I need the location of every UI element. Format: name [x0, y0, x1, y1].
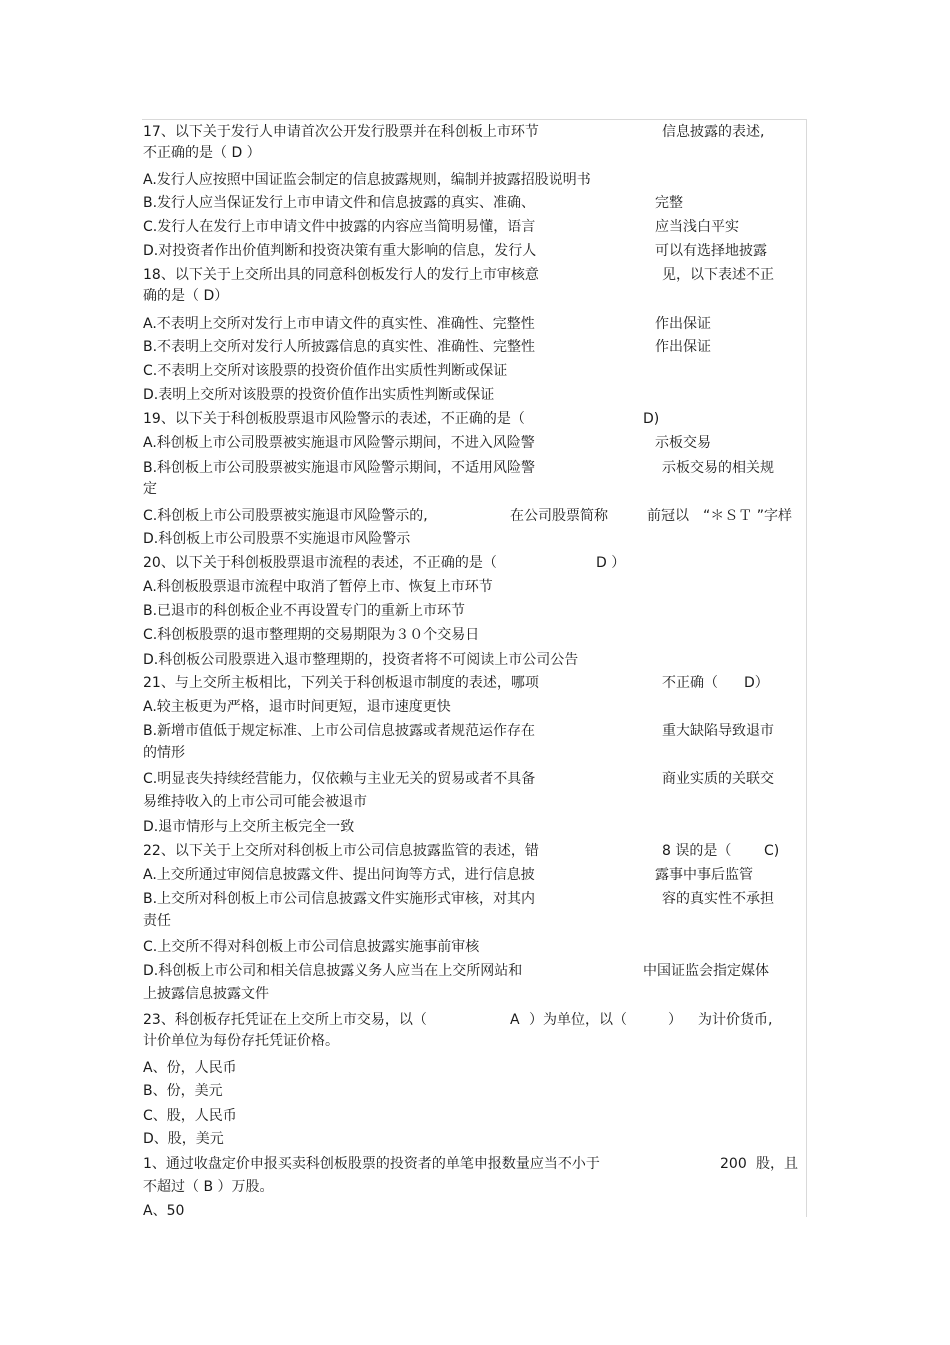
text-line: 信息披露的表述,	[662, 124, 765, 140]
text-line: ）	[668, 1012, 682, 1028]
text-line: B.已退市的科创板企业不再设置专门的重新上市环节	[143, 603, 466, 619]
text-line: C.明显丧失持续经营能力，仅依赖与主业无关的贸易或者不具备	[143, 771, 536, 787]
text-line: 17、以下关于发行人申请首次公开发行股票并在科创板上市环节	[143, 124, 539, 140]
text-line: 前冠以	[647, 508, 689, 524]
text-line: 上披露信息披露文件	[143, 986, 269, 1002]
text-line: 不正确（	[662, 675, 718, 691]
text-line: 完整	[655, 195, 683, 211]
text-line: “＊ＳＴ ”字样	[703, 508, 792, 524]
text-line: 见，以下表述不正	[662, 267, 774, 283]
text-line: C.科创板上市公司股票被实施退市风险警示的,	[143, 508, 428, 524]
text-line: D.对投资者作出价值判断和投资决策有重大影响的信息，发行人	[143, 243, 537, 259]
text-line: 示板交易的相关规	[662, 460, 774, 476]
text-line: 可以有选择地披露	[655, 243, 767, 259]
text-line: A.较主板更为严格，退市时间更短，退市速度更快	[143, 699, 451, 715]
text-line: A.发行人应按照中国证监会制定的信息披露规则，编制并披露招股说明书	[143, 172, 591, 188]
text-line: 200	[720, 1156, 747, 1172]
page-top-border	[142, 119, 807, 120]
text-line: D.科创板上市公司和相关信息披露义务人应当在上交所网站和	[143, 963, 523, 979]
text-line: B.新增市值低于规定标准、上市公司信息披露或者规范运作存在	[143, 723, 536, 739]
text-line: D.表明上交所对该股票的投资价值作出实质性判断或保证	[143, 387, 495, 403]
text-line: 商业实质的关联交	[662, 771, 774, 787]
text-line: 定	[143, 481, 157, 497]
text-line: A.科创板上市公司股票被实施退市风险警示期间，不进入风险警	[143, 435, 535, 451]
text-line: B、份，美元	[143, 1083, 223, 1099]
text-line: D.退市情形与上交所主板完全一致	[143, 819, 355, 835]
text-line: C.科创板股票的退市整理期的交易期限为３０个交易日	[143, 627, 480, 643]
text-line: C.上交所不得对科创板上市公司信息披露实施事前审核	[143, 939, 480, 955]
text-line: 在公司股票简称	[510, 508, 608, 524]
text-line: A、份，人民币	[143, 1060, 237, 1076]
text-line: A	[510, 1012, 520, 1028]
text-line: 作出保证	[655, 316, 711, 332]
text-line: 1、通过收盘定价申报买卖科创板股票的投资者的单笔申报数量应当不小于	[143, 1156, 600, 1172]
text-line: 18、以下关于上交所出具的同意科创板发行人的发行上市审核意	[143, 267, 539, 283]
text-line: C.发行人在发行上市申请文件中披露的内容应当简明易懂，语言	[143, 219, 536, 235]
text-line: D.科创板公司股票进入退市整理期的，投资者将不可阅读上市公司公告	[143, 652, 579, 668]
text-line: 容的真实性不承担	[662, 891, 774, 907]
page-right-border	[806, 119, 807, 1217]
text-line: D ）	[596, 555, 626, 571]
text-line: 为计价货币,	[698, 1012, 773, 1028]
text-line: A、50	[143, 1203, 185, 1219]
text-line: 露事中事后监管	[655, 867, 753, 883]
text-line: A.不表明上交所对发行上市申请文件的真实性、准确性、完整性	[143, 316, 535, 332]
text-line: 22、以下关于上交所对科创板上市公司信息披露监管的表述，错	[143, 843, 539, 859]
text-line: 不正确的是（ D ）	[143, 145, 261, 161]
text-line: D)	[643, 411, 660, 427]
text-line: 19、以下关于科创板股票退市风险警示的表述，不正确的是（	[143, 411, 525, 427]
text-line: C)	[764, 843, 780, 859]
text-line: C、股，人民币	[143, 1108, 237, 1124]
text-line: A.上交所通过审阅信息披露文件、提出问询等方式，进行信息披	[143, 867, 535, 883]
text-line: 责任	[143, 913, 171, 929]
text-line: D.科创板上市公司股票不实施退市风险警示	[143, 531, 411, 547]
text-line: 示板交易	[655, 435, 711, 451]
text-line: 不超过（ B ）万股。	[143, 1179, 274, 1195]
text-line: D）	[744, 675, 769, 691]
text-line: 作出保证	[655, 339, 711, 355]
text-line: 21、与上交所主板相比，下列关于科创板退市制度的表述，哪项	[143, 675, 539, 691]
text-line: 中国证监会指定媒体	[643, 963, 769, 979]
text-line: 8 误的是（	[662, 843, 732, 859]
text-line: 股，且	[756, 1156, 798, 1172]
text-line: C.不表明上交所对该股票的投资价值作出实质性判断或保证	[143, 363, 508, 379]
text-line: B.发行人应当保证发行上市申请文件和信息披露的真实、准确、	[143, 195, 536, 211]
text-line: 易维持收入的上市公司可能会被退市	[143, 794, 367, 810]
text-line: 确的是（ D）	[143, 288, 229, 304]
text-line: B.科创板上市公司股票被实施退市风险警示期间，不适用风险警	[143, 460, 536, 476]
text-line: A.科创板股票退市流程中取消了暂停上市、恢复上市环节	[143, 579, 493, 595]
text-line: 应当浅白平实	[655, 219, 739, 235]
text-line: 计价单位为每份存托凭证价格。	[143, 1033, 339, 1049]
text-line: D、股，美元	[143, 1131, 224, 1147]
text-line: B.上交所对科创板上市公司信息披露文件实施形式审核，对其内	[143, 891, 536, 907]
text-line: 23、科创板存托凭证在上交所上市交易，以（	[143, 1012, 427, 1028]
text-line: ）为单位，以（	[529, 1012, 627, 1028]
text-line: B.不表明上交所对发行人所披露信息的真实性、准确性、完整性	[143, 339, 536, 355]
text-line: 重大缺陷导致退市	[662, 723, 774, 739]
text-line: 20、以下关于科创板股票退市流程的表述，不正确的是（	[143, 555, 497, 571]
text-line: 的情形	[143, 745, 185, 761]
